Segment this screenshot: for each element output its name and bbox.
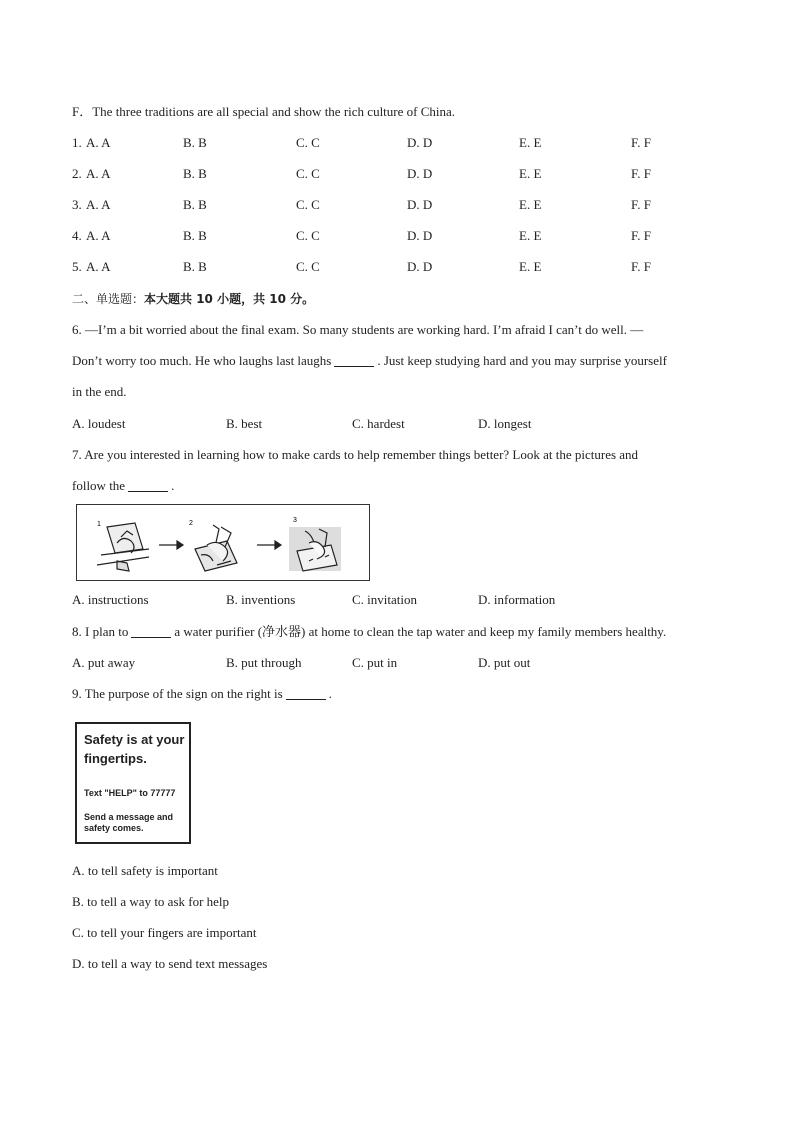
q8-line [72,624,666,640]
q6-text-b: . Just keep studying hard and you may surprise yourself [377,353,667,368]
q7-line1: 7. Are you interested in learning how to make cards to help remember things better? Look at the pictures and [72,447,639,462]
sign-title: Safety is at your fingertips. [84,732,185,766]
q6-line2 [72,353,667,369]
option-e[interactable]: E. E [519,135,542,150]
option-a[interactable]: A. A [86,228,111,243]
answer-blank[interactable] [334,354,374,367]
q8-option-d[interactable]: D. put out [478,655,531,670]
q9-option-a[interactable]: A. to tell safety is important [72,863,218,878]
safety-sign-image [75,722,191,844]
q6-option-c[interactable]: C. hardest [352,416,405,431]
question-number: 2. [72,166,82,181]
q9-option-b[interactable]: B. to tell a way to ask for help [72,894,230,909]
section-title-bold: 本大题共 10 小题，共 10 分。 [144,292,315,306]
q9-text-a: 9. The purpose of the sign on the right is [72,686,283,701]
q8-text-a: 8. I plan to [72,624,129,639]
option-c[interactable]: C. C [296,166,320,181]
option-d[interactable]: D. D [407,228,433,243]
option-e[interactable]: E. E [519,228,542,243]
option-b[interactable]: B. B [183,166,207,181]
sign-text-help: Text "HELP" to 77777 [84,788,176,798]
q6-option-d[interactable]: D. longest [478,416,532,431]
section-title-prefix: 二、单选题： [72,292,145,306]
question-number: 3. [72,197,82,212]
option-d[interactable]: D. D [407,197,433,212]
q7-option-b[interactable]: B. inventions [226,592,296,607]
q7-option-a[interactable]: A. instructions [72,592,149,607]
step-number: 2 [189,520,193,527]
option-a[interactable]: A. A [86,197,111,212]
arrow-icon [257,541,281,549]
question-number: 1. [72,135,82,150]
step-number: 3 [293,517,297,524]
question-number: 4. [72,228,82,243]
option-d[interactable]: D. D [407,166,433,181]
option-c[interactable]: C. C [296,135,320,150]
option-f[interactable]: F. F [631,197,651,212]
option-b[interactable]: B. B [183,228,207,243]
answer-blank[interactable] [286,687,326,700]
q9-option-c[interactable]: C. to tell your fingers are important [72,925,257,940]
q9-line [72,686,332,702]
option-a[interactable]: A. A [86,166,111,181]
step3-hands-sketch [289,527,341,571]
step1-hands-sketch [97,523,149,571]
question-number: 5. [72,259,82,274]
q6-line3: in the end. [72,384,127,399]
option-a[interactable]: A. A [86,135,111,150]
q7-option-d[interactable]: D. information [478,592,556,607]
q7-text-a: follow the [72,478,126,493]
option-f[interactable]: F. F [631,166,651,181]
q6-text-a: Don’t worry too much. He who laughs last laughs [72,353,332,368]
q8-text-b: a water purifier (净水器) at home to clean the tap water and keep my family members healthy. [174,624,667,639]
option-c[interactable]: C. C [296,259,320,274]
option-e[interactable]: E. E [519,197,542,212]
option-b[interactable]: B. B [183,135,207,150]
answer-blank[interactable] [131,625,171,638]
step2-hands-sketch [195,525,237,571]
option-d[interactable]: D. D [407,259,433,274]
q8-option-c[interactable]: C. put in [352,655,398,670]
option-a[interactable]: A. A [86,259,111,274]
option-f[interactable]: F. F [631,259,651,274]
option-c[interactable]: C. C [296,228,320,243]
arrow-icon [159,541,183,549]
step-number: 1 [97,521,101,528]
option-e[interactable]: E. E [519,166,542,181]
q6-option-b[interactable]: B. best [226,416,263,431]
q8-option-b[interactable]: B. put through [226,655,302,670]
q6-line1: 6. —I’m a bit worried about the final exam. So many students are working hard. I’m afraid I can’t do well. — [72,322,644,337]
q6-option-a[interactable]: A. loudest [72,416,126,431]
q8-option-a[interactable]: A. put away [72,655,136,670]
option-c[interactable]: C. C [296,197,320,212]
option-d[interactable]: D. D [407,135,433,150]
option-f[interactable]: F. F [631,228,651,243]
section-title [72,291,314,307]
q9-text-b: . [328,686,332,701]
answer-blank[interactable] [128,479,168,492]
option-e[interactable]: E. E [519,259,542,274]
sign-text-send: Send a message and safety comes. [84,812,174,833]
card-making-steps-image [76,504,370,581]
q9-option-d[interactable]: D. to tell a way to send text messages [72,956,268,971]
steps-illustration [77,505,369,580]
statement-f: F．The three traditions are all special and show the rich culture of China. [72,104,456,119]
option-b[interactable]: B. B [183,259,207,274]
q7-text-b: . [171,478,175,493]
option-f[interactable]: F. F [631,135,651,150]
q7-line2 [72,478,174,494]
q7-option-c[interactable]: C. invitation [352,592,417,607]
option-b[interactable]: B. B [183,197,207,212]
